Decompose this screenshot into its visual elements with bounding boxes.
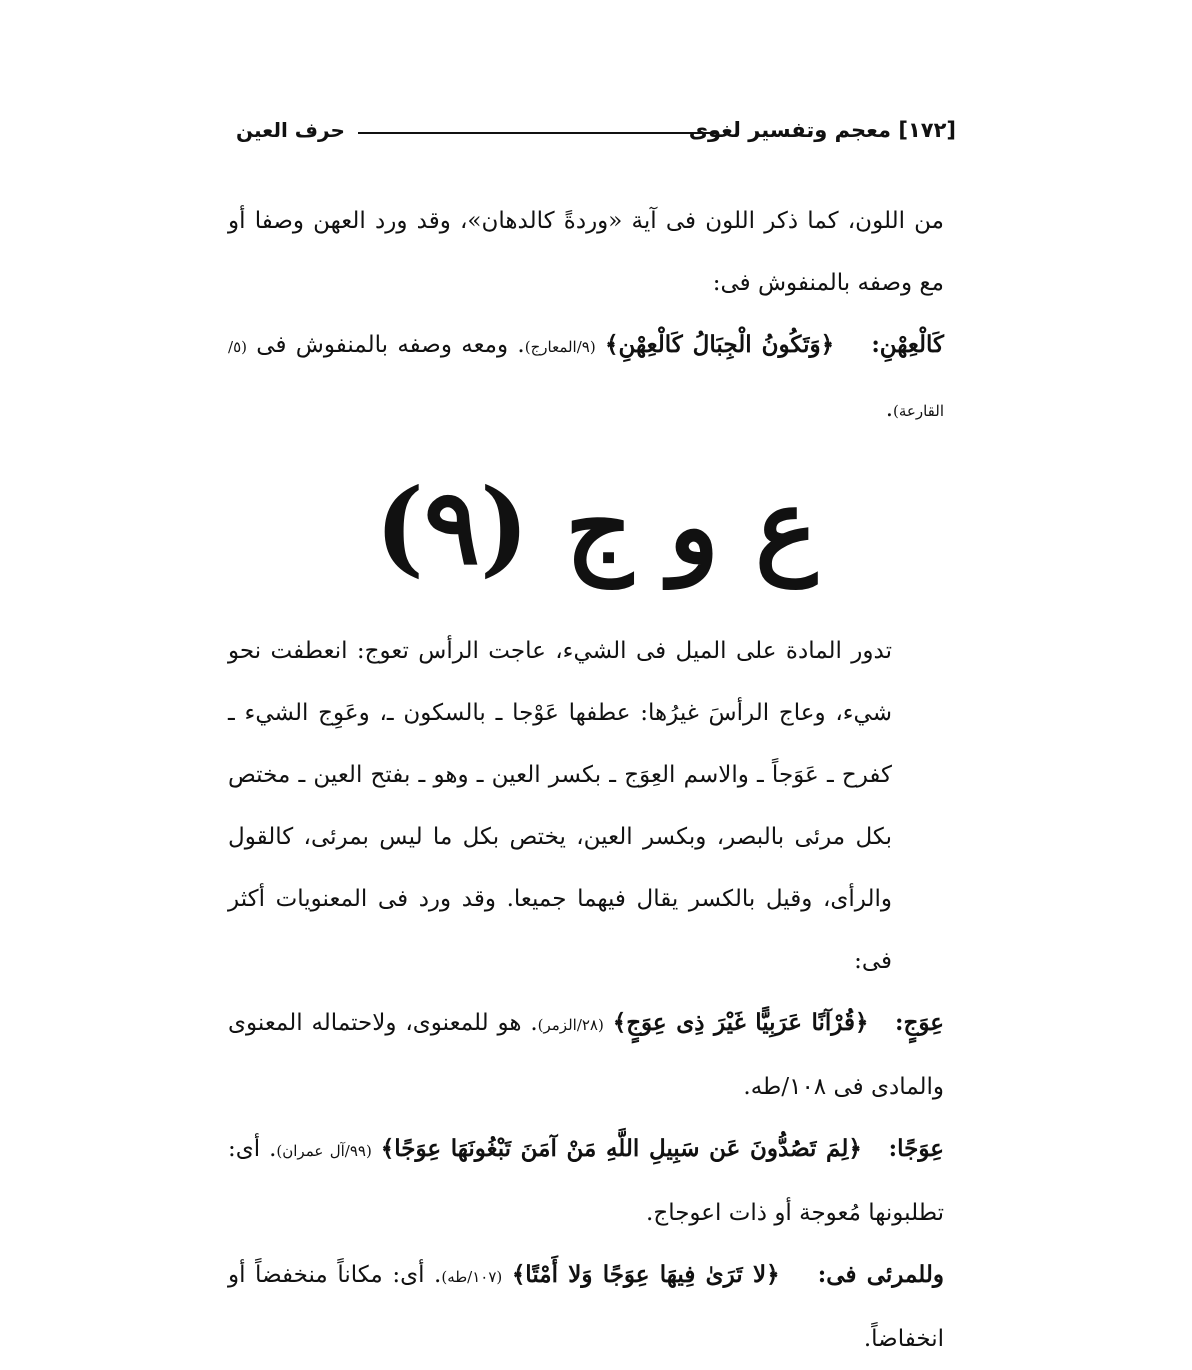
item3-text: . أى: مكاناً منخفضاً أو انخفاضاً. — [228, 1262, 944, 1352]
header-book-title: [١٧٢] معجم وتفسير لغوى — [688, 118, 956, 142]
header-section-title: حرف العين — [236, 118, 345, 142]
entry-item-3 — [228, 1244, 944, 1370]
item1-ref: (٢٨/الزمر) — [537, 1016, 604, 1034]
intro-block — [228, 190, 944, 442]
item3-verse: ﴿لا تَرَىٰ فِيهَا عِوَجًا وَلا أَمْتًا﴾ — [511, 1261, 780, 1288]
intro-ref2: (٥/القارعة) — [228, 338, 944, 420]
intro-term: كَالْعِهْنِ: — [871, 331, 944, 358]
intro-after: . ومعه وصفه بالمنفوش فى — [256, 332, 525, 358]
root-heading: ع و ج (٩) — [374, 465, 818, 588]
item1-term: عِوَجٍ: — [895, 1009, 944, 1036]
intro-verse: ﴿وَتَكُونُ الْجِبَالُ كَالْعِهْنِ﴾ — [605, 331, 835, 358]
entry-item-2 — [228, 1118, 944, 1244]
intro-citation — [228, 314, 944, 442]
item2-term: عِوَجًا: — [888, 1135, 944, 1162]
entry-item-1 — [228, 992, 944, 1118]
item2-text: . أى: تطلبونها مُعوجة أو ذات اعوجاج. — [228, 1136, 944, 1226]
item3-ref: (١٠٧/طه) — [441, 1268, 503, 1286]
header-rule — [358, 132, 716, 134]
item1-verse: ﴿قُرْآنًا عَرَبِيًّا غَيْرَ ذِى عِوَجٍ﴾ — [612, 1009, 869, 1036]
item2-verse: ﴿لِمَ تَصُدُّونَ عَن سَبِيلِ اللَّهِ مَنْ آمَنَ تَبْغُونَهَا عِوَجًا﴾ — [380, 1135, 862, 1162]
entry-block — [228, 620, 944, 1370]
item3-term: وللمرئى فى: — [817, 1261, 944, 1288]
running-header — [236, 118, 956, 148]
item2-ref: (٩٩/آل عمران) — [276, 1142, 372, 1160]
intro-text: من اللون، كما ذكر اللون فى آية «وردةً كالدهان»، وقد ورد العهن وصفا أو مع وصفه بالمنفوش فى: — [228, 208, 944, 296]
entry-paragraph: تدور المادة على الميل فى الشيء، عاجت الرأس تعوج: انعطفت نحو شيء، وعاج الرأسَ غيرُها: عطفها عَوْجا ـ بالسكون ـ، وعَوِج الشيء ـ كفرح ـ عَوَجاً ـ والاسم العِوَج ـ بكسر العين ـ وهو ـ بفتح العين ـ مختص بكل مرئى بالبصر، وبكسر العين، يختص بكل ما ليس بمرئى، كالقول والرأى، وقيل بالكسر يقال فيهما جميعا. وقد ورد فى المعنويات أكثر فى: — [228, 638, 892, 974]
intro-paragraph — [228, 190, 944, 314]
item1-text: . هو للمعنوى، ولاحتماله المعنوى والمادى فى ١٠٨/طه. — [228, 1010, 944, 1100]
intro-end: . — [885, 396, 894, 422]
intro-ref: (٩/المعارج) — [524, 338, 596, 356]
